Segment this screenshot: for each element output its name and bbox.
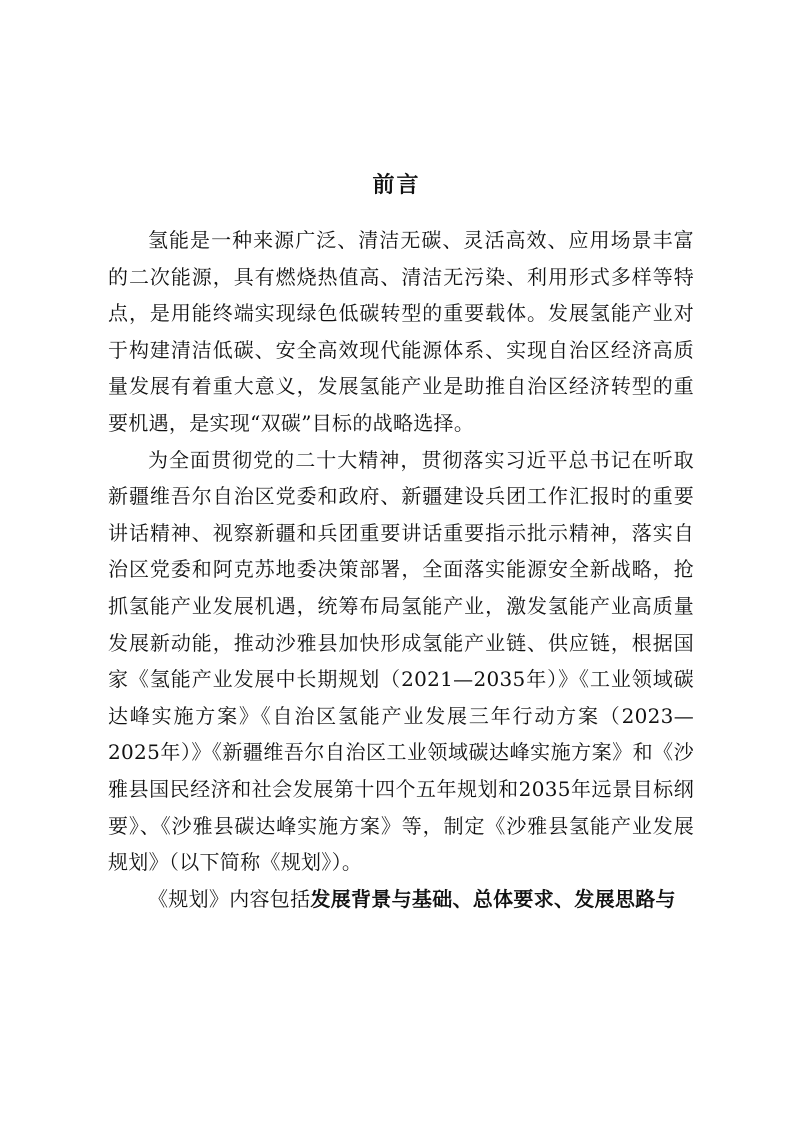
paragraph-2: 为全面贯彻党的二十大精神，贯彻落实习近平总书记在听取新疆维吾尔自治区党委和政府、新疆建设兵团工作汇报时的重要讲话精神、视察新疆和兵团重要讲话重要指示批示精神，落实自治区党委和阿克苏地委决策部署，全面落实能源安全新战略，抢抓氢能产业发展机遇，统筹布局氢能产业，激发氢能产业高质量发展新动能，推动沙雅县加快形成氢能产业链、供应链，根据国家《氢能产业发展中长期规划（2021—2035年）》《工业领域碳达峰实施方案》《自治区氢能产业发展三年行动方案（2023—2025年）》《新疆维吾尔自治区工业领域碳达峰实施方案》和《沙雅县国民经济和社会发展第十四个五年规划和2035年远景目标纲要》、《沙雅县碳达峰实施方案》等，制定《沙雅县氢能产业发展规划》（以下简称《规划》）。 — [108, 447, 694, 875]
paragraph-1: 氢能是一种来源广泛、清洁无碳、灵活高效、应用场景丰富的二次能源，具有燃烧热值高、清洁无污染、利用形式多样等特点，是用能终端实现绿色低碳转型的重要载体。发展氢能产业对于构建清洁低碳、安全高效现代能源体系、实现自治区经济高质量发展有着重大意义，发展氢能产业是助推自治区经济转型的重要机遇，是实现“双碳”目标的战略选择。 — [108, 228, 694, 435]
paragraph-3 — [108, 881, 694, 918]
document-body — [108, 222, 694, 917]
paragraph-3-lead: 《规划》内容包括 — [148, 886, 311, 911]
page-title: 前言 — [372, 173, 421, 198]
paragraph-3-emphasis: 发展背景与基础、总体要求、发展思路与 — [310, 886, 676, 911]
